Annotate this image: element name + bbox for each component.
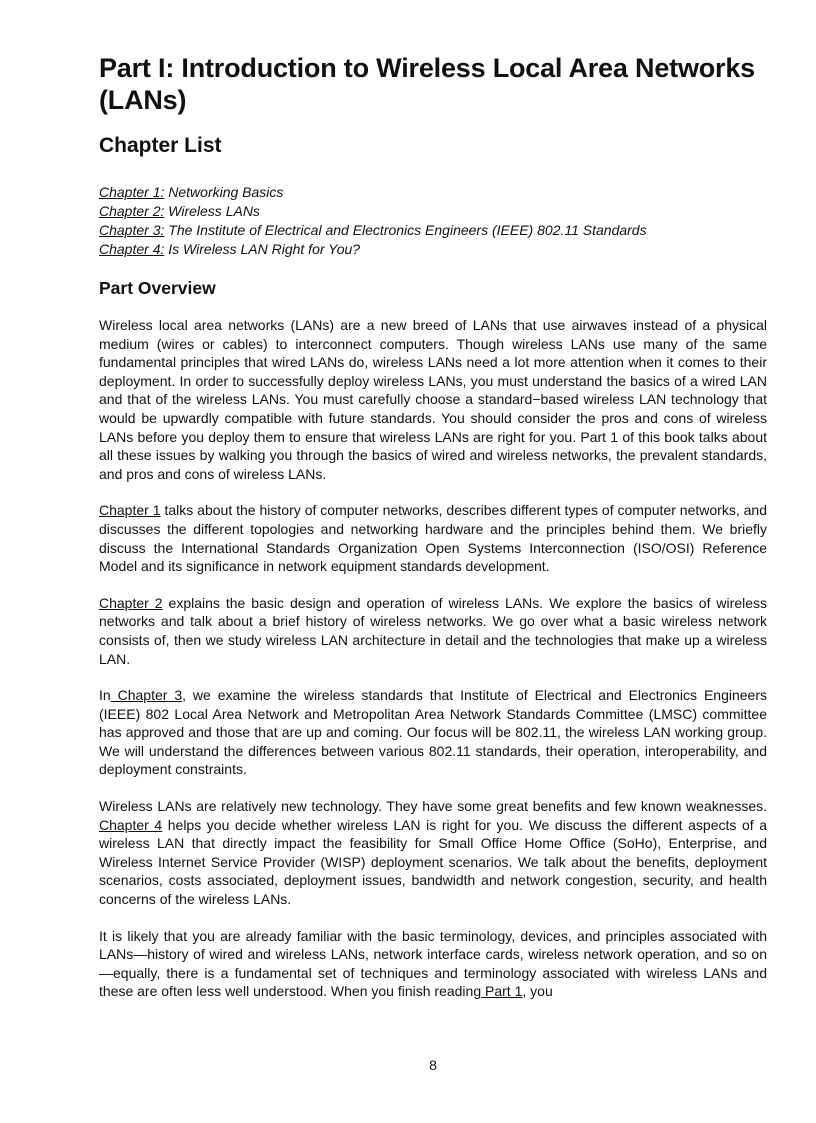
chapter-list-item — [99, 240, 767, 259]
text: It is likely that you are already familiar with the basic terminology, devices, and principles associated with LANs—history of wired and wireless LANs, network interface cards, wireless network operation, and so on—equally, there is a fundamental set of techniques and terminology associated with wireless LANs and these are often less well understood. When you finish reading — [99, 927, 767, 1000]
chapter-3-link[interactable]: Chapter 3: — [99, 222, 165, 238]
text: helps you decide whether wireless LAN is right for you. We discuss the different aspects of a wireless LAN that directly impact the feasibility for Small Office Home Office (SoHo), Enterprise, and Wireless Internet Service Provider (WISP) deployment scenarios. We talk about the benefits, deployment scenarios, costs associated, deployment issues, bandwidth and network congestion, security, and health concerns of the wireless LANs. — [99, 816, 767, 908]
chapter-list-item — [99, 221, 767, 240]
paragraph — [99, 927, 767, 1001]
chapter-title: Is Wireless LAN Right for You? — [164, 241, 361, 257]
chapter-4-link[interactable]: Chapter 4 — [99, 816, 163, 833]
page-number: 8 — [429, 1057, 437, 1073]
paragraph — [99, 797, 767, 909]
chapter-list-item — [99, 202, 767, 221]
overview-body — [99, 316, 767, 1001]
document-page — [99, 52, 767, 1019]
chapter-1-link[interactable]: Chapter 1: — [99, 184, 165, 200]
chapter-2-link[interactable]: Chapter 2 — [99, 594, 163, 611]
paragraph — [99, 501, 767, 575]
chapter-3-link[interactable]: Chapter 3 — [110, 687, 183, 704]
text: talks about the history of computer networks, describes different types of computer networks, and discusses the different topologies and networking hardware and the principles behind them. We briefly discuss the International Standards Organization Open Systems Interconnection (ISO/OSI) Reference Model and its significance in network equipment standards development. — [99, 502, 768, 575]
chapter-list-heading: Chapter List — [99, 134, 222, 157]
part-title: Part I: Introduction to Wireless Local Area Networks (LANs) — [99, 53, 755, 115]
text: , we examine the wireless standards that Institute of Electrical and Electronics Engineers (IEEE) 802 Local Area Network and Metropolitan Area Network Standards Committee (LMSC) committee has approved and those that are up and coming. Our focus will be 802.11, the wireless LAN working group. We will understand the differences between various 802.11 standards, their operation, interoperability, and deployment constraints. — [99, 687, 767, 778]
chapter-list-item — [99, 183, 767, 202]
text: , you — [522, 983, 553, 1000]
chapter-2-link[interactable]: Chapter 2: — [99, 203, 165, 219]
chapter-list — [99, 183, 767, 259]
chapter-title: Networking Basics — [164, 184, 284, 200]
text: Wireless LANs are relatively new technology. They have some great benefits and few known weaknesses. — [99, 798, 767, 815]
paragraph — [99, 686, 767, 779]
text: explains the basic design and operation of wireless LANs. We explore the basics of wireless networks and talk about a brief history of wireless networks. We go over what a basic wireless network consists of, then we study wireless LAN architecture in detail and the technologies that make up a wireless LAN. — [99, 594, 767, 667]
part-overview-heading: Part Overview — [99, 278, 216, 298]
chapter-title: Wireless LANs — [164, 203, 260, 219]
paragraph: Wireless local area networks (LANs) are a new breed of LANs that use airwaves instead of a physical medium (wires or cables) to interconnect computers. Though wireless LANs use many of the same fundamental principles that wired LANs do, wireless LANs need a lot more attention when it comes to their deployment. In order to successfully deploy wireless LANs, you must understand the basics of a wired LAN and that of the wireless LANs. You must carefully choose a standard−based wireless LAN technology that would be upwardly compatible with future standards. You should consider the pros and cons of wireless LANs before you deploy them to ensure that wireless LANs are right for you. Part 1 of this book talks about all these issues by walking you through the basics of wired and wireless networks, the prevalent standards, and pros and cons of wireless LANs. — [99, 317, 767, 482]
text: In — [99, 687, 111, 704]
chapter-title: The Institute of Electrical and Electronics Engineers (IEEE) 802.11 Standards — [164, 222, 647, 238]
chapter-4-link[interactable]: Chapter 4: — [99, 241, 165, 257]
chapter-1-link[interactable]: Chapter 1 — [99, 502, 161, 519]
part-1-link[interactable]: Part 1 — [481, 983, 523, 1000]
paragraph — [99, 594, 767, 668]
